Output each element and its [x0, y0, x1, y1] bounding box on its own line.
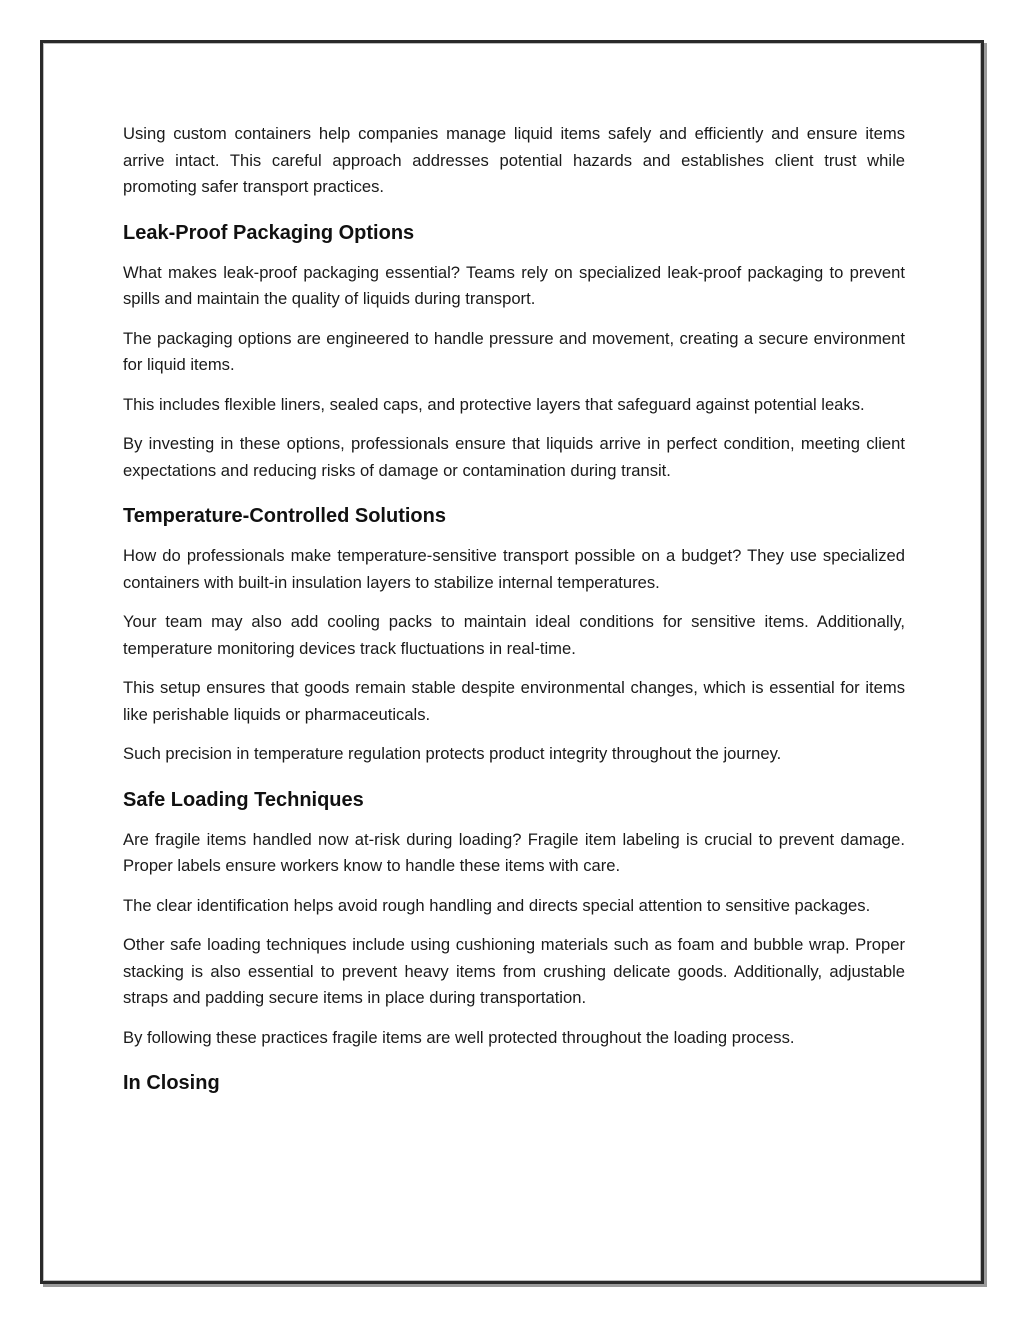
page-frame: [40, 40, 984, 1284]
paragraph: Other safe loading techniques include using cushioning materials such as foam and bubble wrap. Proper stacking is also essential to prevent heavy items from crushing delicate goods. Additionally, adjustable straps and padding secure items in place during transportation.: [123, 935, 905, 1007]
paragraph: By following these practices fragile items are well protected throughout the loading process.: [123, 1027, 795, 1047]
intro-paragraph: Using custom containers help companies manage liquid items safely and efficiently and ensure items arrive intact. This careful approach addresses potential hazards and establishes client trust while promoting safer transport practices.: [123, 124, 905, 196]
paragraph: What makes leak-proof packaging essential? Teams rely on specialized leak-proof packaging to prevent spills and maintain the quality of liquids during transport.: [123, 262, 905, 308]
paragraph: How do professionals make temperature-sensitive transport possible on a budget? They use specialized containers with built-in insulation layers to stabilize internal temperatures.: [123, 546, 905, 592]
section-heading-leak-proof: Leak-Proof Packaging Options: [123, 221, 415, 244]
paragraph: Such precision in temperature regulation protects product integrity throughout the journey.: [123, 744, 782, 763]
paragraph: This includes flexible liners, sealed caps, and protective layers that safeguard against potential leaks.: [123, 394, 865, 414]
section-heading-safe-loading: Safe Loading Techniques: [123, 788, 364, 811]
paragraph: Your team may also add cooling packs to maintain ideal conditions for sensitive items. Additionally, temperature monitoring devices track fluctuations in real-time.: [123, 612, 905, 658]
section-heading-in-closing: In Closing: [123, 1072, 220, 1094]
document-body: [123, 121, 905, 1110]
paragraph: Are fragile items handled now at-risk during loading? Fragile item labeling is crucial to prevent damage. Proper labels ensure workers know to handle these items with care.: [123, 829, 905, 875]
paragraph: The packaging options are engineered to handle pressure and movement, creating a secure environment for liquid items.: [123, 328, 905, 374]
paragraph: This setup ensures that goods remain stable despite environmental changes, which is essential for items like perishable liquids or pharmaceuticals.: [123, 678, 905, 724]
paragraph: The clear identification helps avoid rough handling and directs special attention to sensitive packages.: [123, 895, 871, 915]
section-heading-temperature: Temperature-Controlled Solutions: [123, 505, 446, 527]
paragraph: By investing in these options, professionals ensure that liquids arrive in perfect condition, meeting client expectations and reducing risks of damage or contamination during transit.: [123, 434, 905, 480]
